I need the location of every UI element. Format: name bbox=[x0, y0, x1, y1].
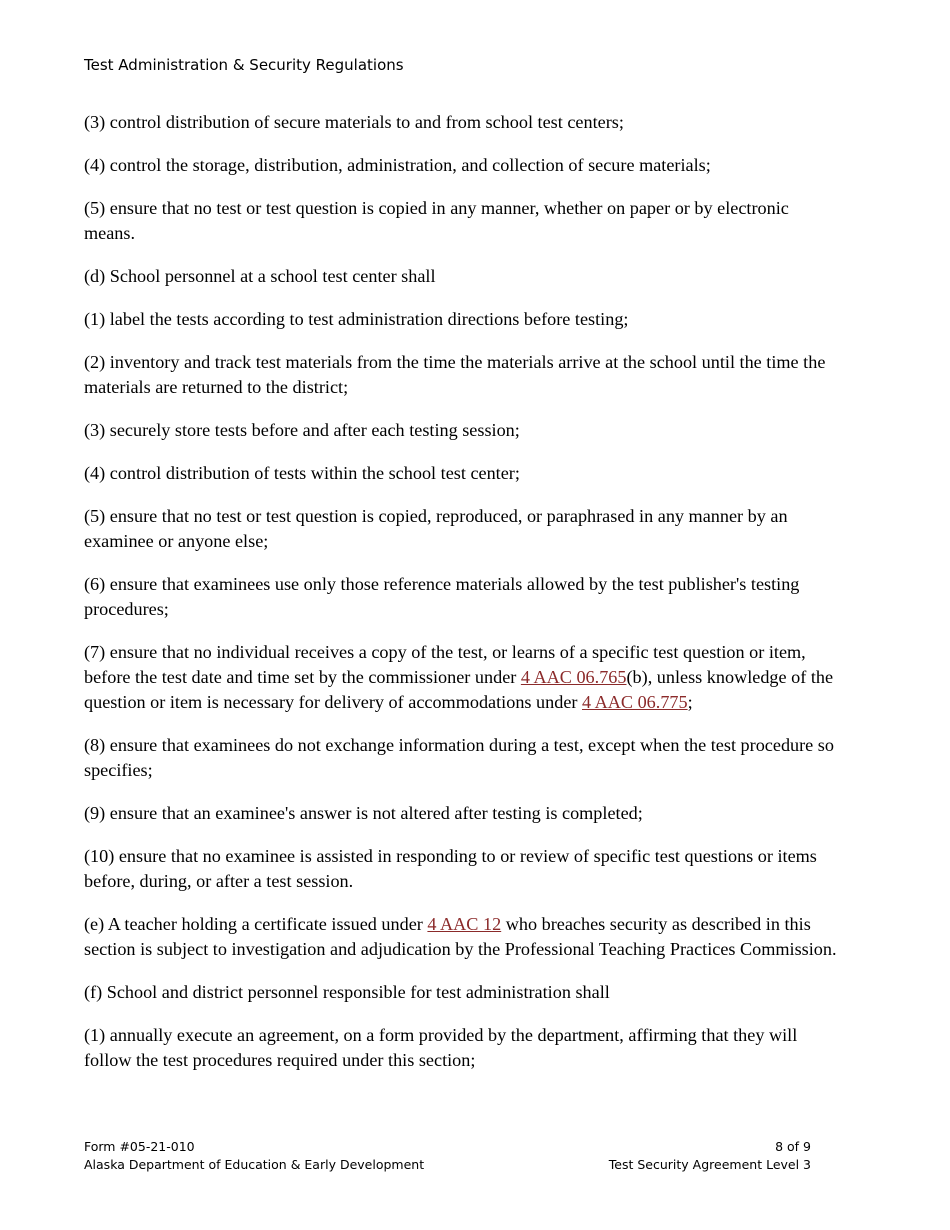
paragraph: (5) ensure that no test or test question is copied, reproduced, or paraphrased in any manner by an examinee or anyone else; bbox=[84, 506, 788, 551]
regulation-link-aac-12[interactable]: 4 AAC 12 bbox=[427, 914, 502, 934]
paragraph: (3) control distribution of secure materials to and from school test centers; bbox=[84, 112, 624, 132]
paragraph: (2) inventory and track test materials from the time the materials arrive at the school until the time the materials are returned to the district; bbox=[84, 352, 826, 397]
paragraph: (4) control distribution of tests within the school test center; bbox=[84, 463, 520, 483]
footer-right bbox=[609, 1138, 811, 1174]
page-header: Test Administration & Security Regulations bbox=[84, 56, 404, 74]
document-title: Test Security Agreement Level 3 bbox=[608, 1157, 811, 1172]
paragraph bbox=[84, 640, 842, 715]
regulation-link-06-775[interactable]: 4 AAC 06.775 bbox=[582, 692, 688, 712]
paragraph: (1) annually execute an agreement, on a form provided by the department, affirming that they will follow the test procedures required under this section; bbox=[84, 1025, 798, 1070]
paragraph: (10) ensure that no examinee is assisted in responding to or review of specific test questions or items before, during, or after a test session. bbox=[84, 846, 817, 891]
department-name: Alaska Department of Education & Early Development bbox=[84, 1157, 425, 1172]
paragraph-text: (e) A teacher holding a certificate issued under bbox=[84, 914, 428, 934]
paragraph-text: who breaches security as described in this section is subject to investigation and adjudication by the Professional Teaching Practices Commission. bbox=[84, 914, 837, 959]
regulation-link-06-765[interactable]: 4 AAC 06.765 bbox=[520, 667, 627, 687]
paragraph: (5) ensure that no test or test question is copied in any manner, whether on paper or by electronic means. bbox=[84, 198, 789, 243]
paragraph: (1) label the tests according to test administration directions before testing; bbox=[84, 309, 629, 329]
paragraph: (f) School and district personnel responsible for test administration shall bbox=[84, 982, 610, 1002]
form-number: Form #05-21-010 bbox=[84, 1139, 195, 1154]
paragraph bbox=[84, 912, 842, 962]
footer-left bbox=[84, 1138, 424, 1174]
regulation-body bbox=[84, 110, 842, 1091]
paragraph: (8) ensure that examinees do not exchange information during a test, except when the test procedure so specifies; bbox=[84, 735, 834, 780]
page-number: 8 of 9 bbox=[775, 1139, 811, 1154]
paragraph-text: (b), unless knowledge of the question or item is necessary for delivery of accommodations under bbox=[84, 667, 834, 712]
paragraph: (4) control the storage, distribution, administration, and collection of secure materials; bbox=[84, 155, 711, 175]
paragraph: (d) School personnel at a school test center shall bbox=[84, 266, 436, 286]
paragraph: (3) securely store tests before and after each testing session; bbox=[84, 420, 520, 440]
paragraph: (6) ensure that examinees use only those reference materials allowed by the test publisher's testing procedures; bbox=[84, 574, 800, 619]
paragraph-text: ; bbox=[687, 692, 693, 712]
paragraph: (9) ensure that an examinee's answer is not altered after testing is completed; bbox=[84, 803, 643, 823]
paragraph-text: (7) ensure that no individual receives a copy of the test, or learns of a specific test question or item, before the test date and time set by the commissioner under bbox=[84, 642, 806, 687]
